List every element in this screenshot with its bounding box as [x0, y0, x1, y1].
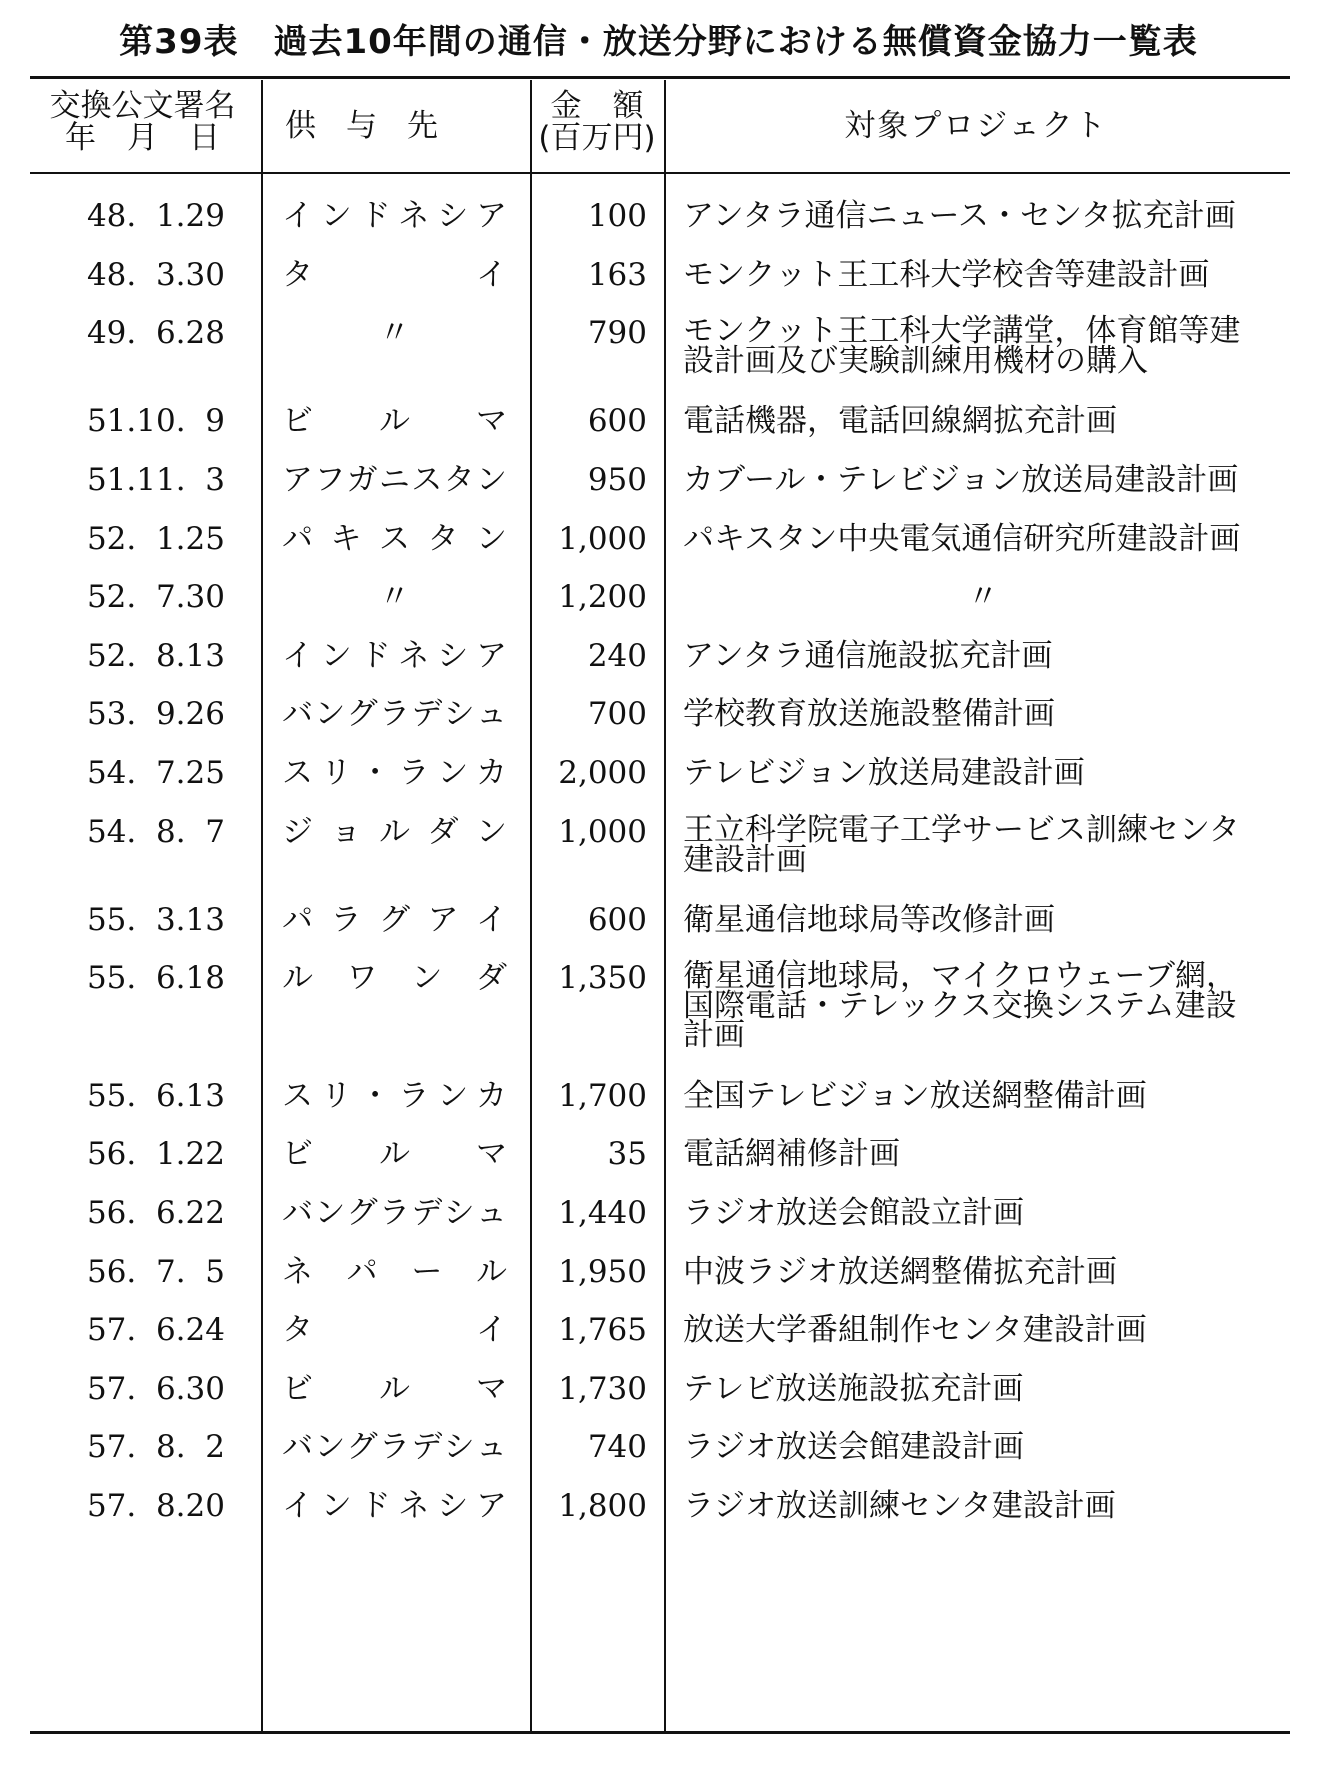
cell-project [683, 904, 1283, 937]
header-amount [532, 90, 662, 154]
cell-recipient: ジ ョ ル ダ ン [282, 814, 507, 850]
cell-amount: 163 [587, 257, 647, 293]
column-divider [664, 80, 666, 1731]
header-date-line2: 年 月 日 [65, 120, 220, 156]
cell-recipient: ビ ル マ [282, 1136, 507, 1172]
cell-date: 56. 1.22 [86, 1136, 225, 1172]
cell-date: 52. 1.25 [86, 521, 225, 557]
cell-project-line: 中波ラジオ放送網整備拡充計画 [683, 1254, 1117, 1290]
header-date [40, 90, 245, 154]
cell-project [683, 1138, 1283, 1171]
cell-amount: 1,730 [558, 1371, 647, 1407]
cell-project [683, 757, 1283, 790]
cell-project-line: 設計画及び実験訓練用機材の購入 [683, 342, 1148, 379]
cell-recipient: ル ワ ン ダ [282, 960, 507, 996]
cell-project-line: 〃 [967, 579, 999, 615]
cell-amount: 1,000 [558, 521, 647, 557]
cell-project-line: ラジオ放送訓練センタ建設計画 [683, 1488, 1116, 1524]
column-divider [530, 80, 532, 1731]
cell-project-line: 学校教育放送施設整備計画 [683, 696, 1055, 732]
cell-project-line: 放送大学番組制作センタ建設計画 [683, 1312, 1147, 1348]
cell-project-line: 衛星通信地球局，マイクロウェーブ網， [683, 958, 1237, 994]
header-date-line1: 交換公文署名 [49, 88, 236, 124]
cell-amount: 240 [587, 638, 647, 674]
cell-amount: 950 [587, 462, 647, 498]
cell-project-line: 王立科学院電子工学サービス訓練センタ [683, 812, 1240, 848]
cell-project [683, 1197, 1283, 1230]
cell-project [683, 1256, 1283, 1289]
cell-date: 55. 3.13 [86, 902, 225, 938]
cell-date: 48. 1.29 [86, 198, 225, 234]
cell-project-line: 電話網補修計画 [683, 1136, 900, 1172]
cell-amount: 1,700 [558, 1078, 647, 1114]
cell-amount: 35 [607, 1136, 647, 1172]
cell-project [683, 581, 1283, 614]
cell-amount: 100 [587, 198, 647, 234]
cell-project [683, 812, 1283, 878]
cell-date: 53. 9.26 [86, 696, 225, 732]
cell-amount: 740 [587, 1429, 647, 1465]
cell-date: 57. 8. 2 [86, 1429, 225, 1465]
cell-date: 56. 7. 5 [86, 1254, 225, 1290]
cell-project [683, 200, 1283, 233]
cell-date: 49. 6.28 [86, 315, 225, 351]
cell-recipient: バ ン グ ラ デ シ ュ [282, 696, 507, 732]
cell-project-line: 電話機器，電話回線網拡充計画 [683, 403, 1117, 439]
cell-amount: 600 [587, 403, 647, 439]
cell-amount: 700 [587, 696, 647, 732]
column-divider [261, 80, 263, 1731]
cell-project-line: 全国テレビジョン放送網整備計画 [683, 1078, 1147, 1114]
cell-date: 51.10. 9 [86, 403, 225, 439]
cell-date: 48. 3.30 [86, 257, 225, 293]
cell-project-line: ラジオ放送会館建設計画 [683, 1429, 1024, 1465]
cell-project [683, 1431, 1283, 1464]
cell-recipient: パ キ ス タ ン [282, 521, 507, 557]
cell-project-line: テレビ放送施設拡充計画 [683, 1371, 1024, 1407]
header-project: 対象プロジェクト [844, 108, 1108, 144]
cell-project-line: 国際電話・テレックス交換システム建設 [683, 987, 1237, 1024]
cell-project-line: モンクット王工科大学校舎等建設計画 [683, 257, 1210, 293]
cell-amount: 1,200 [558, 579, 647, 615]
cell-date: 54. 8. 7 [86, 814, 225, 850]
cell-project-line: パキスタン中央電気通信研究所建設計画 [683, 521, 1241, 557]
cell-amount: 600 [587, 902, 647, 938]
cell-date: 54. 7.25 [86, 755, 225, 791]
cell-recipient: 〃 [379, 579, 410, 615]
cell-project-line: アンタラ通信ニュース・センタ拡充計画 [683, 198, 1236, 234]
cell-recipient: パ ラ グ ア イ [282, 902, 507, 938]
cell-project [683, 464, 1283, 497]
cell-recipient: イ ン ド ネ シ ア [282, 638, 507, 674]
bottom-rule [30, 1731, 1290, 1734]
cell-recipient: ビ ル マ [282, 1371, 507, 1407]
cell-project-line: アンタラ通信施設拡充計画 [683, 638, 1053, 674]
cell-amount: 1,765 [558, 1312, 647, 1348]
cell-date: 51.11. 3 [86, 462, 225, 498]
cell-recipient: タ イ [282, 257, 507, 293]
cell-amount: 2,000 [558, 755, 647, 791]
cell-project [683, 1490, 1283, 1523]
cell-project [683, 523, 1283, 556]
cell-amount: 1,000 [558, 814, 647, 850]
cell-project [683, 958, 1283, 1053]
cell-amount: 790 [587, 315, 647, 351]
header-amount-line1: 金 額 [550, 88, 644, 124]
cell-recipient: ネ パ ー ル [282, 1254, 507, 1290]
cell-recipient: ア フ ガ ニ ス タ ン [282, 462, 507, 498]
table-title: 第39表 過去10年間の通信・放送分野における無償資金協力一覧表 [119, 22, 1198, 62]
top-rule [30, 76, 1290, 79]
cell-project [683, 1373, 1283, 1406]
cell-project [683, 1080, 1283, 1113]
cell-date: 57. 6.30 [86, 1371, 225, 1407]
cell-project-line: モンクット王工科大学講堂，体育館等建 [683, 313, 1241, 349]
cell-recipient: ス リ ・ ラ ン カ [282, 1078, 507, 1114]
cell-amount: 1,440 [558, 1195, 647, 1231]
cell-project-line: 建設計画 [683, 841, 807, 878]
cell-date: 52. 8.13 [86, 638, 225, 674]
cell-project [683, 259, 1283, 292]
cell-date: 55. 6.18 [86, 960, 225, 996]
cell-recipient: バ ン グ ラ デ シ ュ [282, 1429, 507, 1465]
cell-date: 52. 7.30 [86, 579, 225, 615]
cell-recipient: ス リ ・ ラ ン カ [282, 755, 507, 791]
header-rule [30, 172, 1290, 174]
cell-project-line: カブール・テレビジョン放送局建設計画 [683, 462, 1239, 498]
header-recipient: 供与先 [285, 108, 468, 144]
cell-recipient: 〃 [379, 315, 410, 351]
cell-amount: 1,950 [558, 1254, 647, 1290]
cell-project [683, 698, 1283, 731]
cell-date: 55. 6.13 [86, 1078, 225, 1114]
cell-project-line: 衛星通信地球局等改修計画 [683, 902, 1055, 938]
cell-recipient: ビ ル マ [282, 403, 507, 439]
cell-project [683, 313, 1283, 379]
cell-project-line: テレビジョン放送局建設計画 [683, 755, 1085, 791]
cell-date: 56. 6.22 [86, 1195, 225, 1231]
cell-amount: 1,350 [558, 960, 647, 996]
cell-project [683, 640, 1283, 673]
header-amount-line2: (百万円) [538, 120, 656, 156]
cell-date: 57. 8.20 [86, 1488, 225, 1524]
cell-date: 57. 6.24 [86, 1312, 225, 1348]
cell-project-line: ラジオ放送会館設立計画 [683, 1195, 1024, 1231]
table-header [0, 80, 1317, 172]
cell-recipient: タ イ [282, 1312, 507, 1348]
cell-recipient: イ ン ド ネ シ ア [282, 198, 507, 234]
cell-project [683, 1314, 1283, 1347]
cell-amount: 1,800 [558, 1488, 647, 1524]
cell-recipient: バ ン グ ラ デ シ ュ [282, 1195, 507, 1231]
cell-project [683, 405, 1283, 438]
cell-project-line: 計画 [683, 1017, 745, 1053]
cell-recipient: イ ン ド ネ シ ア [282, 1488, 507, 1524]
